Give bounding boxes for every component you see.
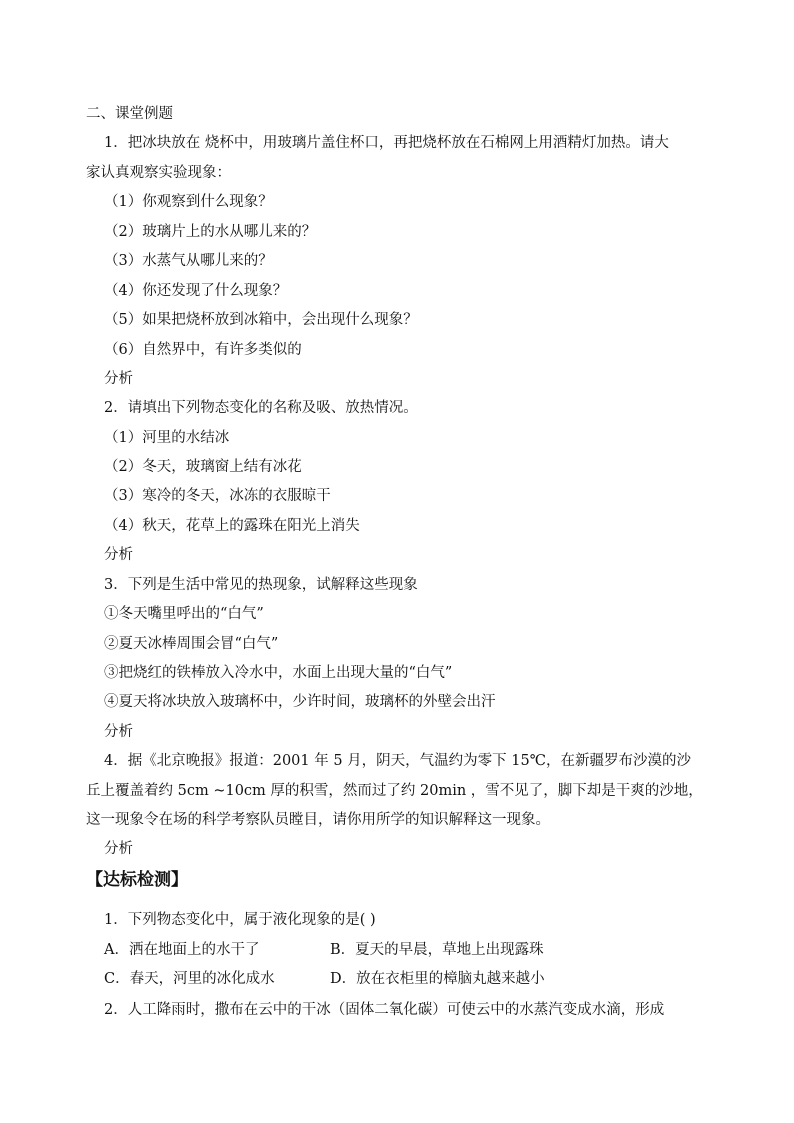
q4-analysis: 分析 xyxy=(104,841,133,857)
q4-line1: 4．据《北京晚报》报道：2001 年 5 月，阴天，气温约为零下 15℃，在新疆罗布沙漠的沙 xyxy=(104,753,691,769)
c1-option-d: D．放在衣柜里的樟脑丸越来越小 xyxy=(330,971,545,987)
q2-sub-1: （1）河里的水结冰 xyxy=(104,430,230,446)
q4-line2: 丘上覆盖着约 5cm ~10cm 厚的积雪，然而过了约 20min ，雪不见了，脚下却是干爽的沙地， xyxy=(86,783,703,799)
q1-sub-4: （4）你还发现了什么现象？ xyxy=(104,283,288,299)
q2-analysis: 分析 xyxy=(104,547,133,563)
check-section-title: 【达标检测】 xyxy=(86,870,188,890)
q2-sub-2: （2）冬天，玻璃窗上结有冰花 xyxy=(104,459,302,475)
c1-option-b: B．夏天的早晨，草地上出现露珠 xyxy=(330,942,544,958)
q3-sub-4: ④夏天将冰块放入玻璃杯中，少许时间，玻璃杯的外壁会出汗 xyxy=(104,694,496,710)
section-title: 二、课堂例题 xyxy=(86,106,173,122)
q4-line3: 这一现象令在场的科学考察队员瞠目，请你用所学的知识解释这一现象。 xyxy=(86,812,550,828)
q1-sub-2: （2）玻璃片上的水从哪儿来的？ xyxy=(104,224,317,240)
q1-sub-1: （1）你观察到什么现象？ xyxy=(104,194,273,210)
c1-option-a: A．洒在地面上的水干了 xyxy=(104,942,260,958)
q1-stem-line1: 1．把冰块放在 烧杯中，用玻璃片盖住杯口，再把烧杯放在石棉网上用酒精灯加热。请大 xyxy=(104,135,669,151)
q1-stem-line2: 家认真观察实验现象： xyxy=(86,165,231,181)
q1-sub-5: （5）如果把烧杯放到冰箱中，会出现什么现象？ xyxy=(104,312,418,328)
q3-stem: 3．下列是生活中常见的热现象，试解释这些现象 xyxy=(104,577,418,593)
c2-stem: 2．人工降雨时，撒布在云中的干冰（固体二氧化碳）可使云中的水蒸汽变成水滴，形成 xyxy=(104,1002,665,1018)
q2-sub-3: （3）寒冷的冬天，冰冻的衣服晾干 xyxy=(104,488,331,504)
c1-option-c: C．春天，河里的冰化成水 xyxy=(104,971,275,987)
q1-sub-3: （3）水蒸气从哪儿来的？ xyxy=(104,253,273,269)
q3-analysis: 分析 xyxy=(104,724,133,740)
q2-stem: 2．请填出下列物态变化的名称及吸、放热情况。 xyxy=(104,400,418,416)
q3-sub-2: ②夏天冰棒周围会冒“白气” xyxy=(104,636,279,652)
q3-sub-1: ①冬天嘴里呼出的“白气” xyxy=(104,606,264,622)
q3-sub-3: ③把烧红的铁棒放入冷水中，水面上出现大量的“白气” xyxy=(104,665,453,681)
q1-analysis: 分析 xyxy=(104,371,133,387)
q2-sub-4: （4）秋天，花草上的露珠在阳光上消失 xyxy=(104,518,360,534)
c1-stem: 1．下列物态变化中，属于液化现象的是( ) xyxy=(104,912,376,928)
q1-sub-6: （6）自然界中，有许多类似的 xyxy=(104,342,302,358)
